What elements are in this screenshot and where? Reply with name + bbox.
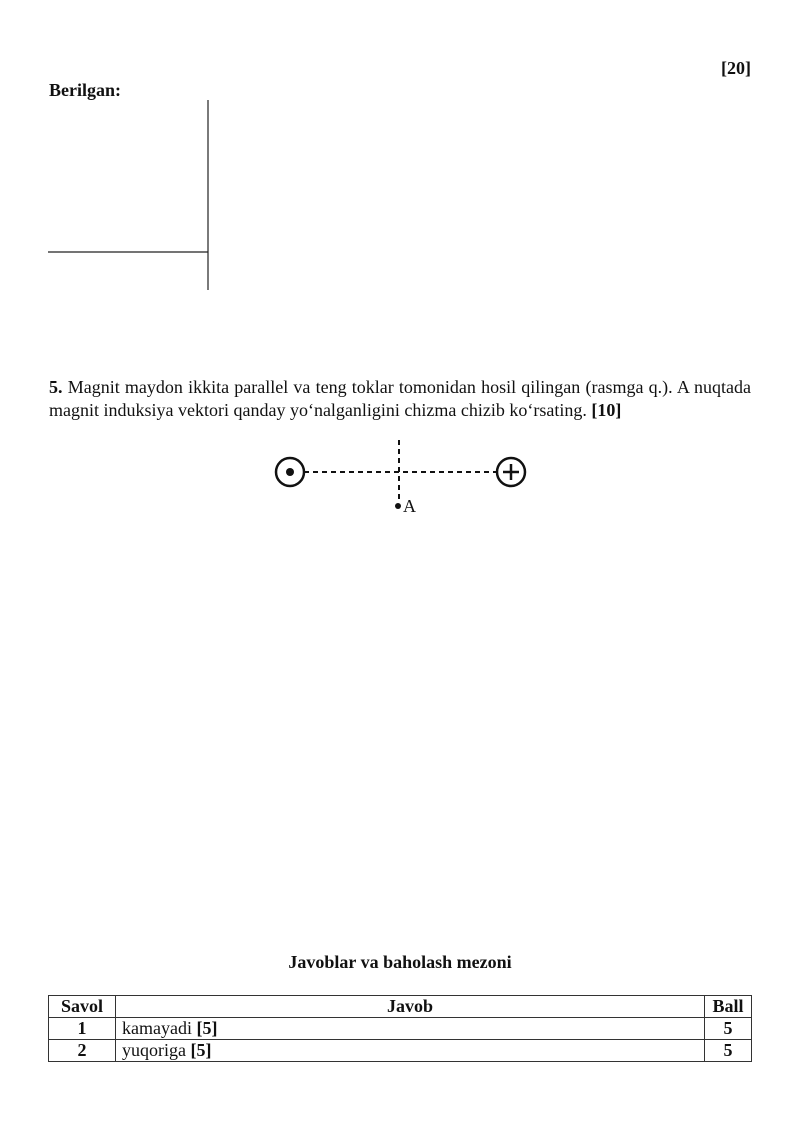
given-divider-lines (48, 100, 210, 290)
table-row (49, 1018, 752, 1040)
magnetic-field-figure (270, 438, 530, 518)
point-a-marker (395, 503, 401, 509)
row-ball: 5 (705, 1040, 752, 1062)
table-header-row (49, 996, 752, 1018)
row-answer (116, 1018, 705, 1040)
answer-mark: [5] (190, 1040, 212, 1060)
row-answer (116, 1040, 705, 1062)
answer-text: kamayadi (122, 1018, 192, 1038)
point-a-label: A (403, 496, 416, 516)
wire-out-of-page-icon (276, 458, 304, 486)
answers-table (48, 995, 752, 1062)
question-number: 5. (49, 377, 63, 397)
wire-into-page-icon (497, 458, 525, 486)
row-number: 2 (49, 1040, 116, 1062)
answers-title: Javoblar va baholash mezoni (288, 952, 512, 972)
answer-mark: [5] (196, 1018, 218, 1038)
points-total: [20] (721, 58, 751, 78)
row-number: 1 (49, 1018, 116, 1040)
question-text: Magnit maydon ikkita parallel va teng toklar tomonidan hosil qilingan (rasmga q.). A nuqtada magnit induksiya vektori qanday yo‘nalganligini chizma chizib ko‘rsating. (49, 377, 752, 420)
table-row (49, 1040, 752, 1062)
given-label: Berilgan: (49, 80, 121, 100)
column-header-savol: Savol (49, 996, 116, 1018)
question-5 (49, 376, 751, 422)
row-ball: 5 (705, 1018, 752, 1040)
column-header-ball: Ball (705, 996, 752, 1018)
column-header-javob: Javob (116, 996, 705, 1018)
question-points: [10] (591, 400, 622, 420)
answer-text: yuqoriga (122, 1040, 186, 1060)
